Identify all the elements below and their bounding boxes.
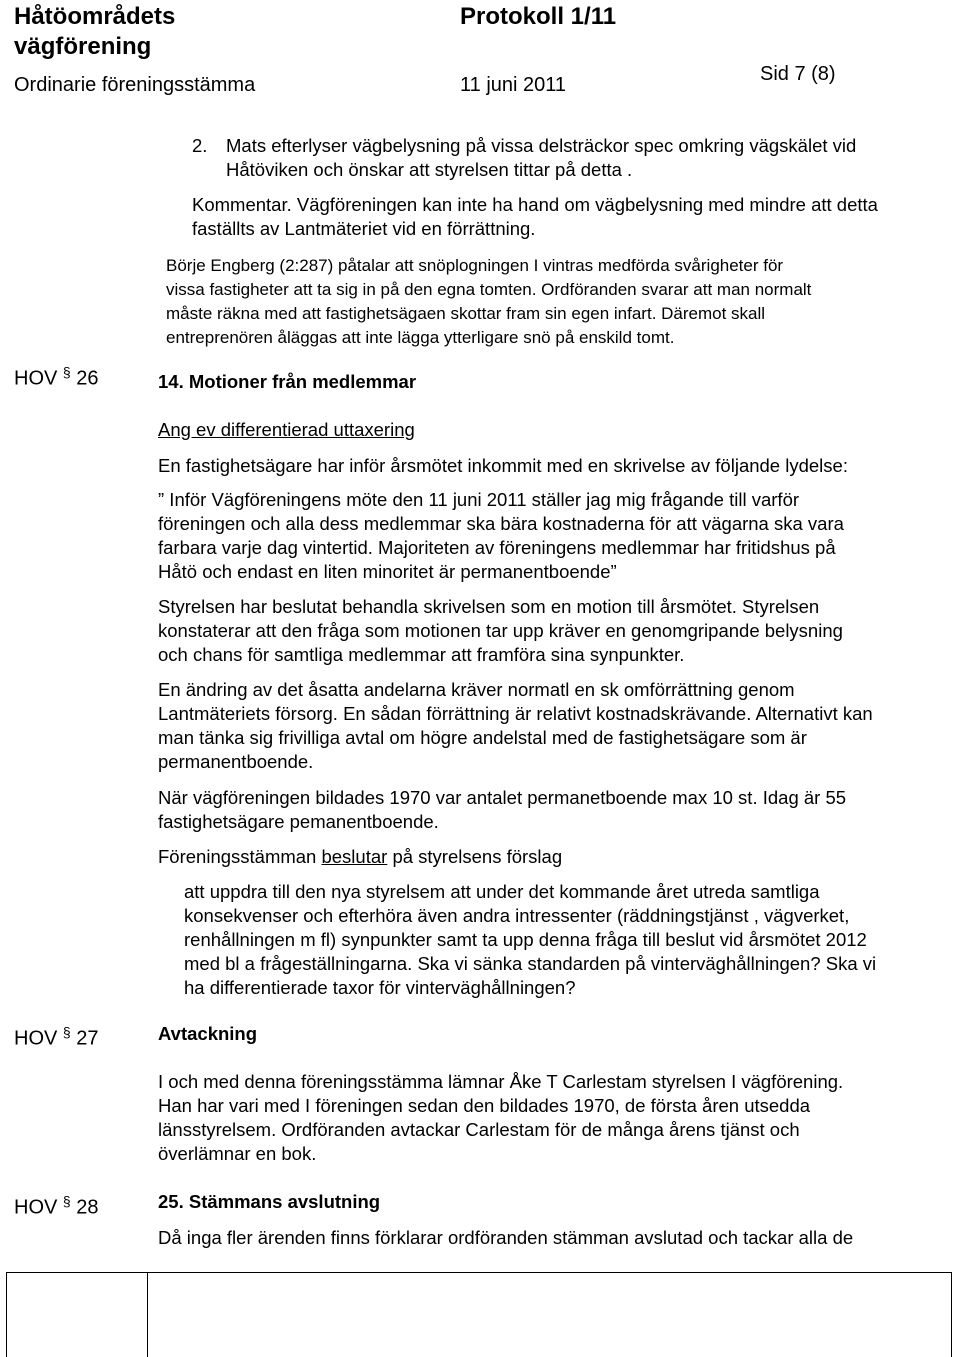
text-line: ha differentierade taxor för vinterväghållningen? <box>184 977 576 998</box>
text-line: När vägföreningen bildades 1970 var antalet permanetboende max 10 st. Idag är 55 <box>158 787 847 808</box>
hov-number: 26 <box>76 367 99 390</box>
hov-label: HOV <box>14 1027 58 1050</box>
decision-prefix: Föreningsstämman <box>158 846 322 867</box>
meeting-date: 11 juni 2011 <box>460 74 567 96</box>
text-line: Lantmäteriets försorg. En sådan förrättning är relativt kostnadskrävande. Alternativt kan <box>158 703 873 724</box>
text-line: Han har vari med I föreningen sedan den bildades 1970, de första åren utsedda <box>158 1095 811 1116</box>
text-line: överlämnar en bok. <box>158 1143 317 1164</box>
text-line: konsekvenser och efterhöra även andra intressenter (räddningstjänst , vägverket, <box>184 905 850 926</box>
text-line: Styrelsen har beslutat behandla skrivelsen som en motion till årsmötet. Styrelsen <box>158 596 820 617</box>
meeting-type: Ordinarie föreningsstämma <box>14 74 256 96</box>
text-line: konstaterar att den fråga som motionen tar upp kräver en genomgripande belysning <box>158 620 843 641</box>
engberg-paragraph <box>166 254 811 350</box>
hov-28-label: HOV § 28 <box>14 1193 99 1219</box>
point2-comment <box>192 193 878 241</box>
text-line: och chans för samtliga medlemmar att framföra sina synpunkter. <box>158 644 685 665</box>
text-line: En ändring av det åsatta andelarna kräver normatl en sk omförrättning genom <box>158 679 795 700</box>
text-line: Mats efterlyser vägbelysning på vissa delsträckor spec omkring vägskälet vid <box>226 135 857 156</box>
signature-divider <box>147 1273 148 1357</box>
text-line: vissa fastigheter att ta sig in på den egna tomten. Ordföranden svarar att man normalt <box>166 280 812 299</box>
text-line: entreprenören åläggas att inte lägga ytterligare snö på enskild tomt. <box>166 328 675 347</box>
avtackning-text <box>158 1070 843 1166</box>
protocol-number: Protokoll 1/11 <box>460 3 617 30</box>
text-line: farbara varje dag vintertid. Majoriteten av föreningens medlemmar har fritidshus på <box>158 537 836 558</box>
signature-box <box>6 1272 952 1357</box>
decision-word: beslutar <box>321 846 388 867</box>
hov-number: 27 <box>76 1027 99 1050</box>
section-heading: 25. Stämmans avslutning <box>158 1191 381 1212</box>
decision-suffix: på styrelsens förslag <box>387 846 563 867</box>
hov-number: 28 <box>76 1196 99 1219</box>
hov-27-label: HOV § 27 <box>14 1024 99 1050</box>
subheading: Ang ev differentierad uttaxering <box>158 419 415 440</box>
decision-line <box>158 845 562 869</box>
paragraph-3 <box>158 786 846 834</box>
text-line: fastighetsägare pemanentboende. <box>158 811 439 832</box>
hov-label: HOV <box>14 367 58 390</box>
text-line: föreningen och alla dess medlemmar ska bära kostnaderna för att vägarna ska vara <box>158 513 844 534</box>
organization-name-line2: vägförening <box>14 33 152 60</box>
text-line: I och med denna föreningsstämma lämnar Åke T Carlestam styrelsen I vägförening. <box>158 1071 844 1092</box>
text-line: faställts av Lantmäteriet vid en förrättning. <box>192 218 536 239</box>
section-heading: 14. Motioner från medlemmar <box>158 371 417 392</box>
text-line: Håtöviken och önskar att styrelsen tittar på detta . <box>226 159 633 180</box>
text-line: man tänka sig frivilliga avtal om högre andelstal med de fastighetsägare som är <box>158 727 807 748</box>
text-line: måste räkna med att fastighetsägaen skottar fram sin egen infart. Däremot skall <box>166 304 766 323</box>
paragraph-1 <box>158 595 843 667</box>
point2-text <box>226 134 856 182</box>
text-line: permanentboende. <box>158 751 314 772</box>
closing-text: Då inga fler ärenden finns förklarar ordföranden stämman avslutad och tackar alla de <box>158 1227 854 1248</box>
quote-block <box>158 488 844 584</box>
text-line: med bl a frågeställningarna. Ska vi sänka standarden på vinterväghållningen? Ska vi <box>184 953 877 974</box>
text-line: att uppdra till den nya styrelsem att under det kommande året utreda samtliga <box>184 881 820 902</box>
page-number: Sid 7 (8) <box>760 63 836 85</box>
decision-text <box>184 880 876 1000</box>
text-line: renhållningen m fl) synpunkter samt ta upp denna fråga till beslut vid årsmötet 2012 <box>184 929 867 950</box>
hov-label: HOV <box>14 1196 58 1219</box>
intro-text: En fastighetsägare har inför årsmötet inkommit med en skrivelse av följande lydelse: <box>158 455 848 476</box>
section-heading: Avtackning <box>158 1023 258 1044</box>
text-line: Börje Engberg (2:287) påtalar att snöplogningen I vintras medförda svårigheter för <box>166 256 784 275</box>
hov-26-label: HOV § 26 <box>14 364 99 390</box>
text-line: Kommentar. Vägföreningen kan inte ha hand om vägbelysning med mindre att detta <box>192 194 878 215</box>
text-line: ” Inför Vägföreningens möte den 11 juni 2011 ställer jag mig frågande till varför <box>158 489 800 510</box>
item-number: 2. <box>192 135 208 156</box>
text-line: länsstyrelsem. Ordföranden avtackar Carlestam för de många årens tjänst och <box>158 1119 800 1140</box>
organization-name: Håtöområdets <box>14 3 176 30</box>
text-line: Håtö och endast en liten minoritet är permanentboende” <box>158 561 617 582</box>
paragraph-2 <box>158 678 873 774</box>
